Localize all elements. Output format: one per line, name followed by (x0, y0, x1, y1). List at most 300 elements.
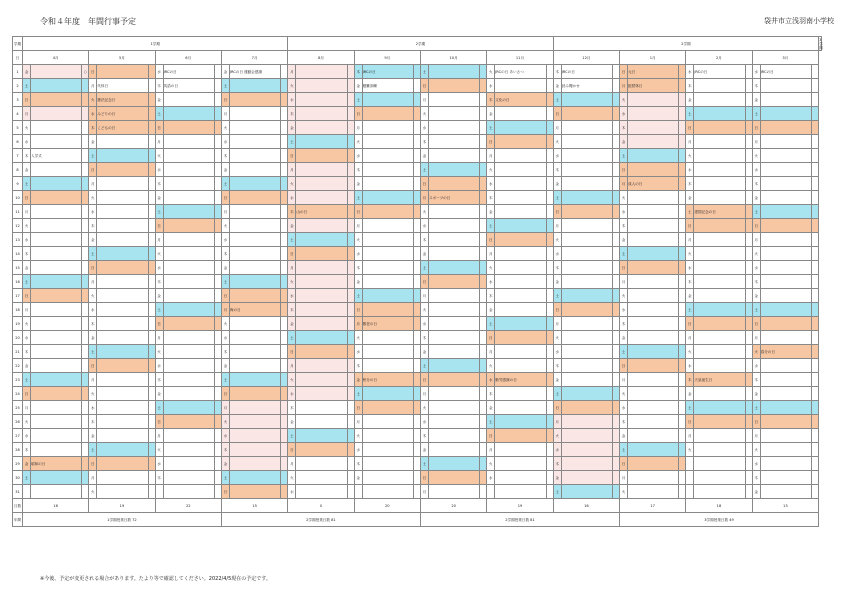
weekday-cell: 日 (23, 289, 31, 303)
event-cell (229, 359, 280, 373)
event-cell (31, 205, 82, 219)
calendar-row (13, 107, 822, 121)
lunch-mark (480, 317, 487, 331)
lunch-mark (281, 415, 288, 429)
lunch-mark (679, 233, 686, 247)
weekday-cell: 木 (487, 289, 495, 303)
lunch-mark (148, 135, 155, 149)
weekday-cell: 水 (23, 233, 31, 247)
event-cell (31, 359, 82, 373)
event-cell (428, 485, 479, 499)
event-cell (97, 135, 148, 149)
weekday-cell: 日 (288, 345, 296, 359)
lunch-mark (480, 79, 487, 93)
day-corner: 日 (13, 51, 23, 65)
lunch-mark (811, 359, 818, 373)
lunch-mark (679, 415, 686, 429)
event-cell (628, 275, 679, 289)
lunch-mark (480, 373, 487, 387)
lunch-mark (745, 401, 752, 415)
lunch-mark (811, 387, 818, 401)
lunch-mark (811, 149, 818, 163)
event-cell (163, 401, 214, 415)
event-cell (31, 317, 82, 331)
lunch-mark (613, 191, 620, 205)
calendar-row (13, 219, 822, 233)
calendar-row (13, 65, 822, 79)
weekday-cell: 土 (23, 177, 31, 191)
event-cell (97, 485, 148, 499)
event-cell (495, 331, 546, 345)
month-day-count: 17 (620, 499, 686, 513)
lunch-mark (745, 135, 752, 149)
lunch-mark (413, 205, 420, 219)
lunch-mark (613, 359, 620, 373)
event-cell (428, 471, 479, 485)
event-cell (561, 345, 612, 359)
weekday-cell: 水 (89, 303, 97, 317)
lunch-mark (281, 443, 288, 457)
event-cell (495, 401, 546, 415)
weekday-cell: 木 (155, 471, 163, 485)
lunch-mark (148, 163, 155, 177)
event-cell (561, 163, 612, 177)
event-cell (362, 331, 413, 345)
weekday-cell: 土 (487, 219, 495, 233)
weekday-cell: 水 (487, 275, 495, 289)
lunch-mark (148, 415, 155, 429)
event-cell (362, 359, 413, 373)
weekday-cell: 月 (155, 429, 163, 443)
lunch-mark (82, 275, 89, 289)
event-cell (296, 275, 347, 289)
weekday-cell: 月 (487, 345, 495, 359)
lunch-mark (745, 345, 752, 359)
weekday-cell: 木 (686, 373, 694, 387)
event-cell: 元日 (628, 65, 679, 79)
weekday-cell: 土 (420, 261, 428, 275)
lunch-mark (214, 443, 221, 457)
event-cell (495, 317, 546, 331)
lunch-mark (148, 191, 155, 205)
weekday-cell: 木 (288, 107, 296, 121)
event-cell (561, 317, 612, 331)
lunch-mark (281, 345, 288, 359)
event-cell (97, 359, 148, 373)
weekday-cell: 月 (155, 135, 163, 149)
weekday-cell: 金 (288, 317, 296, 331)
lunch-mark (480, 219, 487, 233)
lunch-mark (82, 471, 89, 485)
lunch-mark (347, 275, 354, 289)
event-cell (694, 387, 745, 401)
event-cell (296, 401, 347, 415)
weekday-cell: 金 (221, 163, 229, 177)
lunch-mark (347, 345, 354, 359)
month-label: 12月 (553, 51, 619, 65)
event-cell (163, 275, 214, 289)
lunch-mark (613, 107, 620, 121)
lunch-mark (413, 107, 420, 121)
lunch-mark (745, 275, 752, 289)
lunch-mark (214, 289, 221, 303)
lunch-mark (148, 107, 155, 121)
event-cell (362, 121, 413, 135)
lunch-mark (82, 317, 89, 331)
lunch-mark (811, 289, 818, 303)
event-cell (296, 457, 347, 471)
weekday-cell: 土 (155, 401, 163, 415)
weekday-cell: 水 (752, 65, 760, 79)
event-cell: 英語の日 (163, 79, 214, 93)
event-cell: こどもの日 (97, 121, 148, 135)
calendar-row (13, 247, 822, 261)
lunch-mark (480, 429, 487, 443)
weekday-cell: 金 (23, 65, 31, 79)
weekday-cell: 日 (752, 219, 760, 233)
event-cell: 代休日 (97, 79, 148, 93)
event-cell (97, 163, 148, 177)
weekday-cell: 火 (752, 345, 760, 359)
event-cell: JRCの日 あいさつ (495, 65, 546, 79)
event-cell (31, 443, 82, 457)
lunch-mark (745, 387, 752, 401)
event-cell: 成人の日 (628, 177, 679, 191)
lunch-mark (679, 121, 686, 135)
event-cell: JRCの日 (561, 65, 612, 79)
weekday-cell: 金 (553, 275, 561, 289)
event-cell (694, 191, 745, 205)
event-cell (495, 485, 546, 499)
weekday-cell: 金 (89, 135, 97, 149)
lunch-mark (148, 485, 155, 499)
weekday-cell: 日 (354, 401, 362, 415)
calendar-row (13, 289, 822, 303)
lunch-mark (811, 79, 818, 93)
event-cell (628, 317, 679, 331)
weekday-cell: 火 (155, 149, 163, 163)
weekday-cell: 日 (155, 121, 163, 135)
weekday-cell: 日 (354, 107, 362, 121)
lunch-mark (745, 149, 752, 163)
weekday-cell: 木 (752, 177, 760, 191)
event-cell (296, 163, 347, 177)
weekday-cell: 水 (686, 163, 694, 177)
lunch-mark (347, 429, 354, 443)
lunch-mark (148, 219, 155, 233)
weekday-cell: 日 (89, 65, 97, 79)
weekday-cell: 金 (288, 415, 296, 429)
weekday-cell: 火 (686, 443, 694, 457)
lunch-mark (281, 387, 288, 401)
lunch-mark (613, 415, 620, 429)
event-cell (760, 415, 811, 429)
weekday-cell: 月 (686, 233, 694, 247)
weekday-cell: 金 (221, 65, 229, 79)
lunch-mark (480, 485, 487, 499)
lunch-mark (745, 65, 752, 79)
lunch-mark (347, 191, 354, 205)
lunch-mark (148, 247, 155, 261)
event-cell (495, 443, 546, 457)
weekday-cell: 日 (89, 163, 97, 177)
lunch-mark (613, 79, 620, 93)
event-cell (31, 65, 82, 79)
weekday-cell: 月 (620, 177, 628, 191)
weekday-cell: 土 (288, 331, 296, 345)
lunch-mark (148, 429, 155, 443)
lunch-mark (546, 429, 553, 443)
weekday-cell: 月 (23, 107, 31, 121)
weekday-cell: 水 (752, 163, 760, 177)
event-cell (31, 275, 82, 289)
lunch-mark (811, 135, 818, 149)
weekday-cell: 水 (487, 79, 495, 93)
weekday-cell: 木 (487, 93, 495, 107)
event-cell (760, 121, 811, 135)
lunch-mark (413, 149, 420, 163)
weekday-cell: 土 (752, 303, 760, 317)
event-cell (97, 471, 148, 485)
event-cell (694, 135, 745, 149)
weekday-cell: 月 (354, 415, 362, 429)
lunch-mark (613, 387, 620, 401)
event-cell (31, 331, 82, 345)
event-cell: 建国記念の日 (694, 205, 745, 219)
event-cell: 入学式 (31, 149, 82, 163)
lunch-mark (811, 401, 818, 415)
event-cell (97, 149, 148, 163)
event-cell (229, 275, 280, 289)
weekday-cell: 木 (221, 149, 229, 163)
weekday-cell: 日 (288, 443, 296, 457)
month-header-row (13, 51, 822, 65)
lunch-mark (811, 471, 818, 485)
term-corner: 学期 (13, 37, 23, 51)
lunch-mark (811, 93, 818, 107)
event-cell (428, 233, 479, 247)
month-day-count: 20 (420, 499, 486, 513)
lunch-mark (214, 191, 221, 205)
weekday-cell: 火 (288, 177, 296, 191)
calendar-row (13, 191, 822, 205)
weekday-cell: 日 (553, 205, 561, 219)
event-cell (362, 401, 413, 415)
event-cell (561, 485, 612, 499)
weekday-cell: 土 (288, 233, 296, 247)
weekday-cell: 水 (553, 149, 561, 163)
event-cell (362, 485, 413, 499)
weekday-cell: 金 (752, 485, 760, 499)
month-label: 6月 (155, 51, 221, 65)
lunch-mark (811, 233, 818, 247)
event-cell (163, 471, 214, 485)
event-cell (495, 275, 546, 289)
lunch-mark (745, 205, 752, 219)
total-row (13, 513, 822, 527)
lunch-mark (745, 443, 752, 457)
weekday-cell: 金 (354, 373, 362, 387)
lunch-mark (480, 163, 487, 177)
weekday-cell: 水 (221, 331, 229, 345)
lunch-mark (811, 219, 818, 233)
event-cell (163, 415, 214, 429)
weekday-cell: 月 (553, 219, 561, 233)
weekday-cell: 土 (155, 205, 163, 219)
lunch-mark (214, 317, 221, 331)
event-cell (163, 345, 214, 359)
weekday-cell: 木 (288, 401, 296, 415)
weekday-cell: 木 (23, 149, 31, 163)
weekday-cell (155, 485, 163, 499)
weekday-cell: 水 (420, 415, 428, 429)
event-cell (31, 387, 82, 401)
lunch-mark (214, 387, 221, 401)
weekday-cell: 火 (752, 149, 760, 163)
event-cell (628, 303, 679, 317)
lunch-mark (811, 303, 818, 317)
event-cell (628, 247, 679, 261)
lunch-mark (214, 219, 221, 233)
event-cell (362, 107, 413, 121)
day-number: 12 (13, 219, 23, 233)
event-cell (561, 93, 612, 107)
event-cell (628, 373, 679, 387)
weekday-cell: 金 (155, 191, 163, 205)
event-cell (296, 387, 347, 401)
month-label: 8月 (288, 51, 354, 65)
lunch-mark (745, 331, 752, 345)
weekday-cell: 月 (23, 401, 31, 415)
event-cell: 敬老の日 (362, 317, 413, 331)
weekday-cell: 火 (487, 359, 495, 373)
weekday-cell: 木 (354, 65, 362, 79)
weekday-cell: 土 (553, 485, 561, 499)
event-cell (495, 107, 546, 121)
event-cell (694, 471, 745, 485)
weekday-cell: 木 (752, 275, 760, 289)
weekday-cell: 水 (620, 401, 628, 415)
weekday-cell: 火 (155, 443, 163, 457)
event-cell (760, 373, 811, 387)
lunch-mark (281, 471, 288, 485)
lunch-mark (413, 93, 420, 107)
lunch-mark (413, 65, 420, 79)
lunch-mark (613, 93, 620, 107)
event-cell (628, 415, 679, 429)
lunch-mark (679, 457, 686, 471)
lunch-mark (214, 485, 221, 499)
annual-calendar-table (12, 36, 822, 527)
lunch-mark (82, 205, 89, 219)
weekday-cell: 月 (553, 317, 561, 331)
weekday-cell: 水 (686, 65, 694, 79)
event-cell (495, 471, 546, 485)
event-cell (495, 163, 546, 177)
event-cell (428, 93, 479, 107)
event-cell (760, 93, 811, 107)
lunch-mark (214, 93, 221, 107)
weekday-cell: 火 (23, 317, 31, 331)
lunch-mark (811, 345, 818, 359)
lunch-mark (82, 373, 89, 387)
lunch-mark (214, 331, 221, 345)
event-cell (296, 107, 347, 121)
lunch-mark (347, 457, 354, 471)
weekday-cell: 月 (354, 317, 362, 331)
lunch-mark (679, 177, 686, 191)
lunch-mark (480, 345, 487, 359)
weekday-cell: 水 (752, 359, 760, 373)
lunch-mark (546, 149, 553, 163)
weekday-cell: 月 (686, 331, 694, 345)
lunch-mark (546, 359, 553, 373)
lunch-mark (679, 79, 686, 93)
lunch-mark (811, 457, 818, 471)
event-cell (428, 219, 479, 233)
weekday-cell: 土 (23, 471, 31, 485)
weekday-cell: 月 (221, 107, 229, 121)
lunch-mark (546, 177, 553, 191)
weekday-cell: 火 (620, 289, 628, 303)
weekday-cell: 金 (686, 191, 694, 205)
event-cell: 秋分の日 (362, 373, 413, 387)
weekday-cell: 木 (686, 79, 694, 93)
lunch-mark: ○ (82, 65, 89, 79)
event-cell (694, 485, 745, 499)
lunch-mark (546, 303, 553, 317)
event-cell (495, 79, 546, 93)
event-cell (31, 93, 82, 107)
lunch-mark (613, 401, 620, 415)
lunch-mark (745, 247, 752, 261)
weekday-cell: 水 (155, 163, 163, 177)
event-cell: 振替休日 (628, 79, 679, 93)
lunch-mark (347, 471, 354, 485)
lunch-mark (480, 135, 487, 149)
event-cell: JRCの日 運動会感謝 (229, 65, 280, 79)
weekday-cell: 木 (620, 219, 628, 233)
weekday-cell: 土 (686, 107, 694, 121)
event-cell (362, 205, 413, 219)
month-label: 9月 (354, 51, 420, 65)
lunch-mark (82, 345, 89, 359)
lunch-mark (413, 359, 420, 373)
lunch-mark (413, 177, 420, 191)
event-cell (362, 415, 413, 429)
lunch-mark (811, 191, 818, 205)
lunch-mark (745, 93, 752, 107)
event-cell (760, 247, 811, 261)
lunch-mark (413, 485, 420, 499)
event-cell (561, 121, 612, 135)
event-cell (760, 219, 811, 233)
event-cell (31, 373, 82, 387)
lunch-mark (745, 233, 752, 247)
lunch-mark (148, 275, 155, 289)
event-cell (495, 415, 546, 429)
event-cell (97, 247, 148, 261)
event-cell (229, 373, 280, 387)
weekday-cell: 金 (553, 79, 561, 93)
weekday-cell: 日 (221, 387, 229, 401)
weekday-cell: 水 (155, 261, 163, 275)
day-number: 21 (13, 345, 23, 359)
weekday-cell: 水 (487, 177, 495, 191)
weekday-cell: 土 (89, 149, 97, 163)
lunch-mark (613, 149, 620, 163)
event-cell (31, 163, 82, 177)
